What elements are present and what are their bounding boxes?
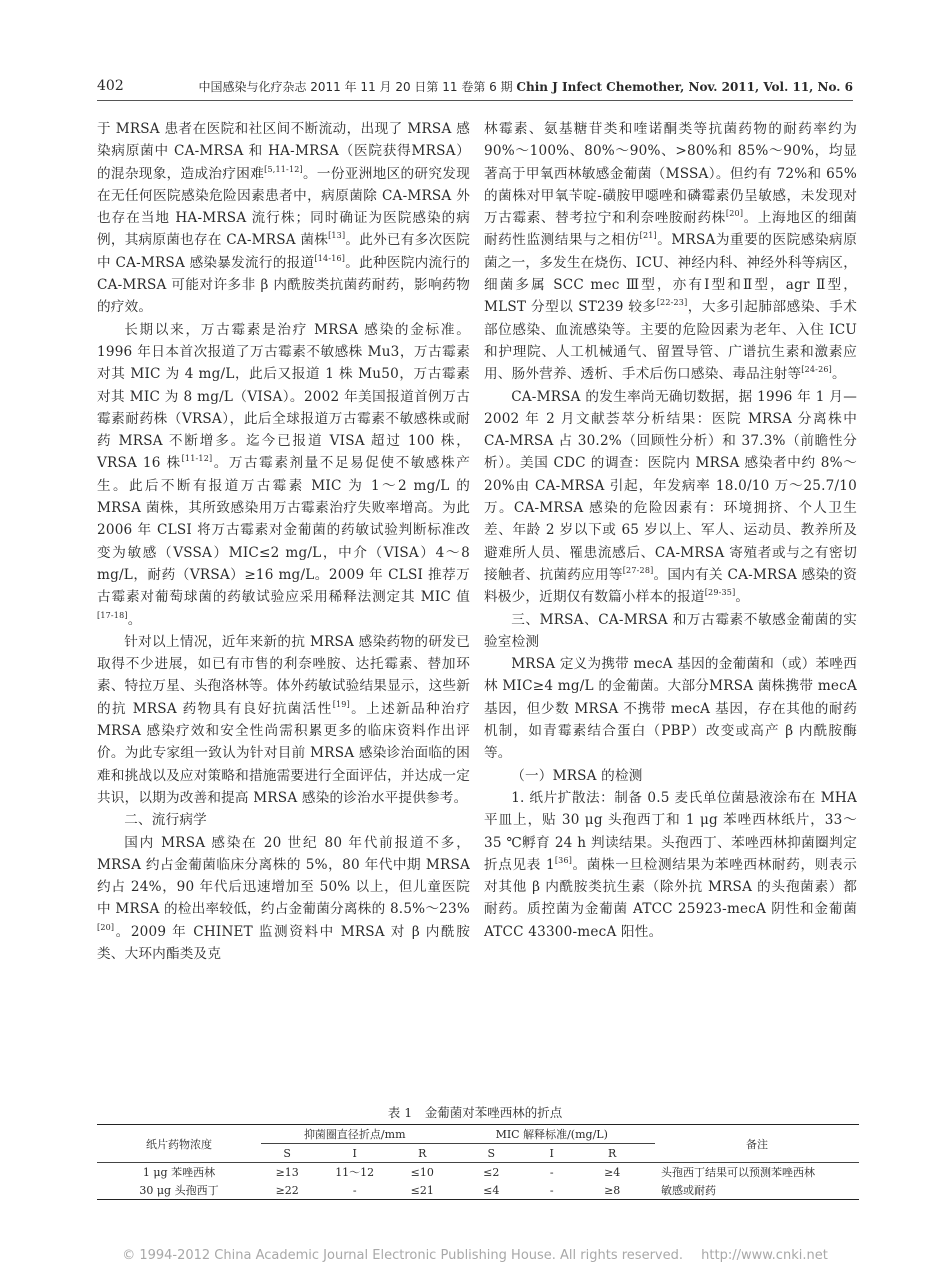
page-number: 402 — [97, 78, 124, 94]
note-cell: 敏感或耐药 — [655, 1181, 859, 1200]
paragraph-text: 。此外已有多次医院中 CA-MRSA 感染暴发流行的报道 — [97, 232, 470, 271]
citation-ref: [20] — [725, 209, 744, 219]
paragraph-text: 。一份亚洲地区的研究发现在无任何医院感染危险因素患者中，病原菌除 CA-MRSA 外也存在当地 HA-MRSA 流行株；同时确证为医院感染的病例，其病原菌也存在 CA-MRSA 菌株 — [97, 165, 470, 249]
paragraph-text: 针对以上情况，近年来新的抗 MRSA 感染药物的研发已取得不少进展，如已有市售的利奈唑胺、达托霉素、替加环素、特拉万星、头孢洛林等。体外药敏试验结果显示，这些新的抗 MRSA 药物具有良好抗菌活性 — [97, 633, 470, 717]
journal-name-en: Chin J Infect Chemother, Nov. 2011, Vol. 11, No. 6 — [516, 80, 853, 94]
table-caption: 表 1 金葡菌对苯唑西林的折点 — [387, 1105, 563, 1120]
journal-citation — [198, 78, 853, 95]
paragraph-text: 。国内有关 CA-MRSA 感染的资料极少，近期仅有数篇小样本的报道 — [484, 566, 858, 606]
paragraph-text: 长期以来，万古霉素是治疗 MRSA 感染的金标准。1996 年日本首次报道了万古霉素不敏感株 Mu3，万古霉素对其 MIC 为 4 mg/L，此后又报道 1 株 Mu50，万古霉素对其 MIC 为 8 mg/L（VISA）。2002 年美国报道首例万古霉素耐药株（VRSA），此后全球报道万古霉素不敏感株或耐药 MRSA 不断增多。迄今已报道 VISA 超过 100 株，VRSA 16 株 — [97, 321, 470, 472]
journal-name-cn: 中国感染与化疗杂志 2011 年 11 月 20 日第 11 卷第 6 期 — [198, 80, 513, 94]
body-paragraph — [484, 118, 857, 386]
value-cell: 11～12 — [335, 1166, 375, 1179]
sub-header: S — [448, 1144, 534, 1163]
paragraph-text: 于 MRSA 患者在医院和社区间不断流动，出现了 MRSA 感染病原菌中 CA-MRSA 和 HA-MRSA（医院获得MRSA）的混杂现象，造成治疗困难 — [97, 121, 470, 182]
value-cell: - — [313, 1181, 396, 1200]
sub-header: I — [534, 1144, 569, 1163]
breakpoint-table — [97, 1124, 859, 1200]
table-row — [97, 1163, 859, 1182]
copyright-text: © 1994-2012 China Academic Journal Electronic Publishing House. All rights reserved. — [122, 1248, 683, 1263]
footer-url[interactable]: http://www.cnki.net — [701, 1248, 828, 1263]
citation-ref: [19] — [332, 699, 350, 709]
value-cell: - — [549, 1165, 554, 1179]
body-paragraph — [484, 787, 857, 943]
subsection-heading — [484, 765, 857, 787]
paragraph-text: 。MRSA为重要的医院感染病原菌之一，多发生在烧伤、ICU、神经内科、神经外科等病区，细菌多属 SCC mec Ⅲ型，亦有Ⅰ型和Ⅱ型，agr Ⅱ型，MLST 分型以 ST239 较多 — [484, 232, 857, 316]
citation-ref: [24-26] — [801, 365, 832, 375]
paragraph-text: 。万古霉素剂量不足易促使不敏感株产生。此后不断有报道万古霉素 MIC 为 1～2 mg/L 的 MRSA 菌株，其所致感染用万古霉素治疗失败率增高。为此 2006 年 CLSI 将万古霉素对金葡菌的药敏试验判断标准改变为敏感（VSSA）MIC≤2 mg/L，中介（VISA）4～8 mg/L，耐药（VRSA）≥16 mg/L。2009 年 CLSI 推荐万古霉素对葡萄球菌的药敏试验应采用稀释法测定其 MIC 值 — [97, 455, 470, 606]
citation-ref: [21] — [639, 231, 657, 241]
paragraph-text: 。 — [127, 611, 142, 628]
sub-header: R — [569, 1144, 655, 1163]
paragraph-text: 。 — [735, 589, 750, 606]
value-cell: ≤4 — [448, 1181, 534, 1200]
table-row — [97, 1181, 859, 1200]
paragraph-text: 国内 MRSA 感染在 20 世纪 80 年代前报道不多，MRSA 约占金葡菌临床分离株的 5%，80 年代中期 MRSA 约占 24%，90 年代后迅速增加至 50% 以上，但儿童医院中 MRSA 的检出率较低，约占金葡菌分离株的 8.5%～23% — [97, 834, 470, 918]
paragraph-text: 二、流行病学 — [124, 812, 207, 829]
body-paragraph — [97, 319, 470, 631]
paragraph-text: 。 — [831, 366, 846, 383]
paragraph-text: 1. 纸片扩散法：制备 0.5 麦氏单位菌悬液涂布在 MHA 平皿上，贴 30 μg 头孢西丁和 1 μg 苯唑西林纸片，33～35 ℃孵育 24 h 判读结果。头孢西丁、苯唑西林抑菌圈判定折点见表 1 — [484, 789, 857, 873]
sub-header: R — [396, 1144, 448, 1163]
value-cell: ≤2 — [483, 1165, 500, 1179]
citation-ref: [14-16] — [314, 253, 346, 263]
paragraph-text: ，大多引起肺部感染、手术部位感染、血流感染等。主要的危险因素为老年、入住 ICU 和护理院、人工机械通气、留置导管、广谱抗生素和激素应用、肠外营养、透析、手术后伤口感染、毒品注射等 — [484, 299, 858, 383]
right-column — [484, 118, 857, 943]
citation-ref: [27-28] — [622, 565, 654, 575]
header-mic: MIC 解释标准/(mg/L) — [448, 1125, 655, 1144]
paragraph-text: 。此种医院内流行的 CA-MRSA 可能对许多非 β 内酰胺类抗菌药耐药，影响药物的疗效。 — [97, 254, 470, 316]
body-paragraph — [97, 118, 470, 319]
sub-header: S — [261, 1144, 313, 1163]
value-cell: ≥8 — [569, 1181, 655, 1200]
citation-ref: [5,11-12] — [264, 164, 303, 174]
value-cell: ≥4 — [604, 1165, 621, 1179]
left-column — [97, 118, 470, 965]
section-heading — [97, 809, 470, 831]
paragraph-text: 。上述新品种治疗 MRSA 感染疗效和安全性尚需积累更多的临床资料作出评价。为此专家组一致认为针对目前 MRSA 感染诊治面临的困难和挑战以及应对策略和措施需要进行全面评估，并达成一定共识，以期为改善和提高 MRSA 感染的诊治水平提供参考。 — [97, 700, 470, 806]
paragraph-text: CA-MRSA 的发生率尚无确切数据，据 1996 年 1 月—2002 年 2 月文献荟萃分析结果：医院 MRSA 分离株中 CA-MRSA 占 30.2%（回顾性分析）和 37.3%（前瞻性分析）。美国 CDC 的调查：医院内 MRSA 感染者中约 8%～20%由 CA-MRSA 引起，年发病率 18.0/10 万～25.7/10 万。CA-MRSA 感染的危险因素有：环境拥挤、个人卫生差、年龄 2 岁以下或 65 岁以上、军人、运动员、教养所及避难所人员、罹患流感后、CA-MRSA 寄殖者或与之有密切接触者、抗菌药应用等 — [484, 388, 857, 583]
drug-cell: 30 μg 头孢西丁 — [97, 1181, 261, 1200]
body-paragraph — [97, 631, 470, 809]
citation-ref: [13] — [328, 231, 346, 241]
header-drug: 纸片药物浓度 — [97, 1125, 261, 1163]
running-header — [97, 78, 853, 101]
value-cell: ≤21 — [396, 1181, 448, 1200]
body-paragraph — [97, 832, 470, 966]
header-zone: 抑菌圈直径折点/mm — [261, 1125, 448, 1144]
citation-ref: [29-35] — [704, 588, 736, 598]
paragraph-text: 。上海地区的细菌耐药性监测结果与之相仿 — [484, 210, 857, 249]
body-paragraph — [484, 653, 857, 764]
value-cell: ≥22 — [261, 1181, 313, 1200]
sub-header: I — [313, 1144, 396, 1163]
citation-ref: [22-23] — [656, 298, 688, 308]
section-heading — [484, 609, 857, 654]
paragraph-text: 。菌株一旦检测结果为苯唑西林耐药，则表示对其他 β 内酰胺类抗生素（除外抗 MRSA 的头孢菌素）都耐药。质控菌为金葡菌 ATCC 25923-mecA 阴性和金葡菌 ATCC 43300-mecA 阳性。 — [484, 856, 858, 940]
paragraph-text: MRSA 定义为携带 mecA 基因的金葡菌和（或）苯唑西林 MIC≥4 mg/L 的金葡菌。大部分MRSA 菌株携带 mecA 基因，但少数 MRSA 不携带 mecA 基因，存在其他的耐药机制，如青霉素结合蛋白（PBP）改变或高产 β 内酰胺酶等。 — [484, 656, 857, 762]
header-note: 备注 — [655, 1125, 859, 1163]
page-footer — [0, 1248, 950, 1263]
paragraph-text: 三、MRSA、CA-MRSA 和万古霉素不敏感金葡菌的实验室检测 — [484, 611, 857, 650]
note-cell: 头孢西丁结果可以预测苯唑西林 — [661, 1166, 815, 1179]
drug-cell: 1 μg 苯唑西林 — [142, 1166, 216, 1179]
paragraph-text: （一）MRSA 的检测 — [511, 767, 643, 784]
value-cell: - — [534, 1181, 569, 1200]
body-paragraph — [484, 386, 857, 609]
citation-ref: [17-18] — [97, 610, 128, 620]
citation-ref: [36] — [554, 855, 573, 865]
paragraph-text: 林霉素、氨基糖苷类和喹诺酮类等抗菌药物的耐药率约为 90%～100%、80%～90%、>80%和 85%～90%，均显著高于甲氧西林敏感金葡菌（MSSA）。但约有 72%和 65%的菌株对甲氧苄啶-磺胺甲噁唑和磷霉素仍呈敏感，未发现对万古霉素、替考拉宁和利奈唑胺耐药株 — [484, 121, 857, 227]
value-cell: ≥13 — [275, 1165, 299, 1179]
citation-ref: [11-12] — [181, 454, 213, 464]
value-cell: ≤10 — [410, 1165, 434, 1179]
paragraph-text: 。2009 年 CHINET 监测资料中 MRSA 对 β 内酰胺类、大环内酯类及克 — [97, 923, 470, 962]
citation-ref: [20] — [97, 922, 115, 932]
